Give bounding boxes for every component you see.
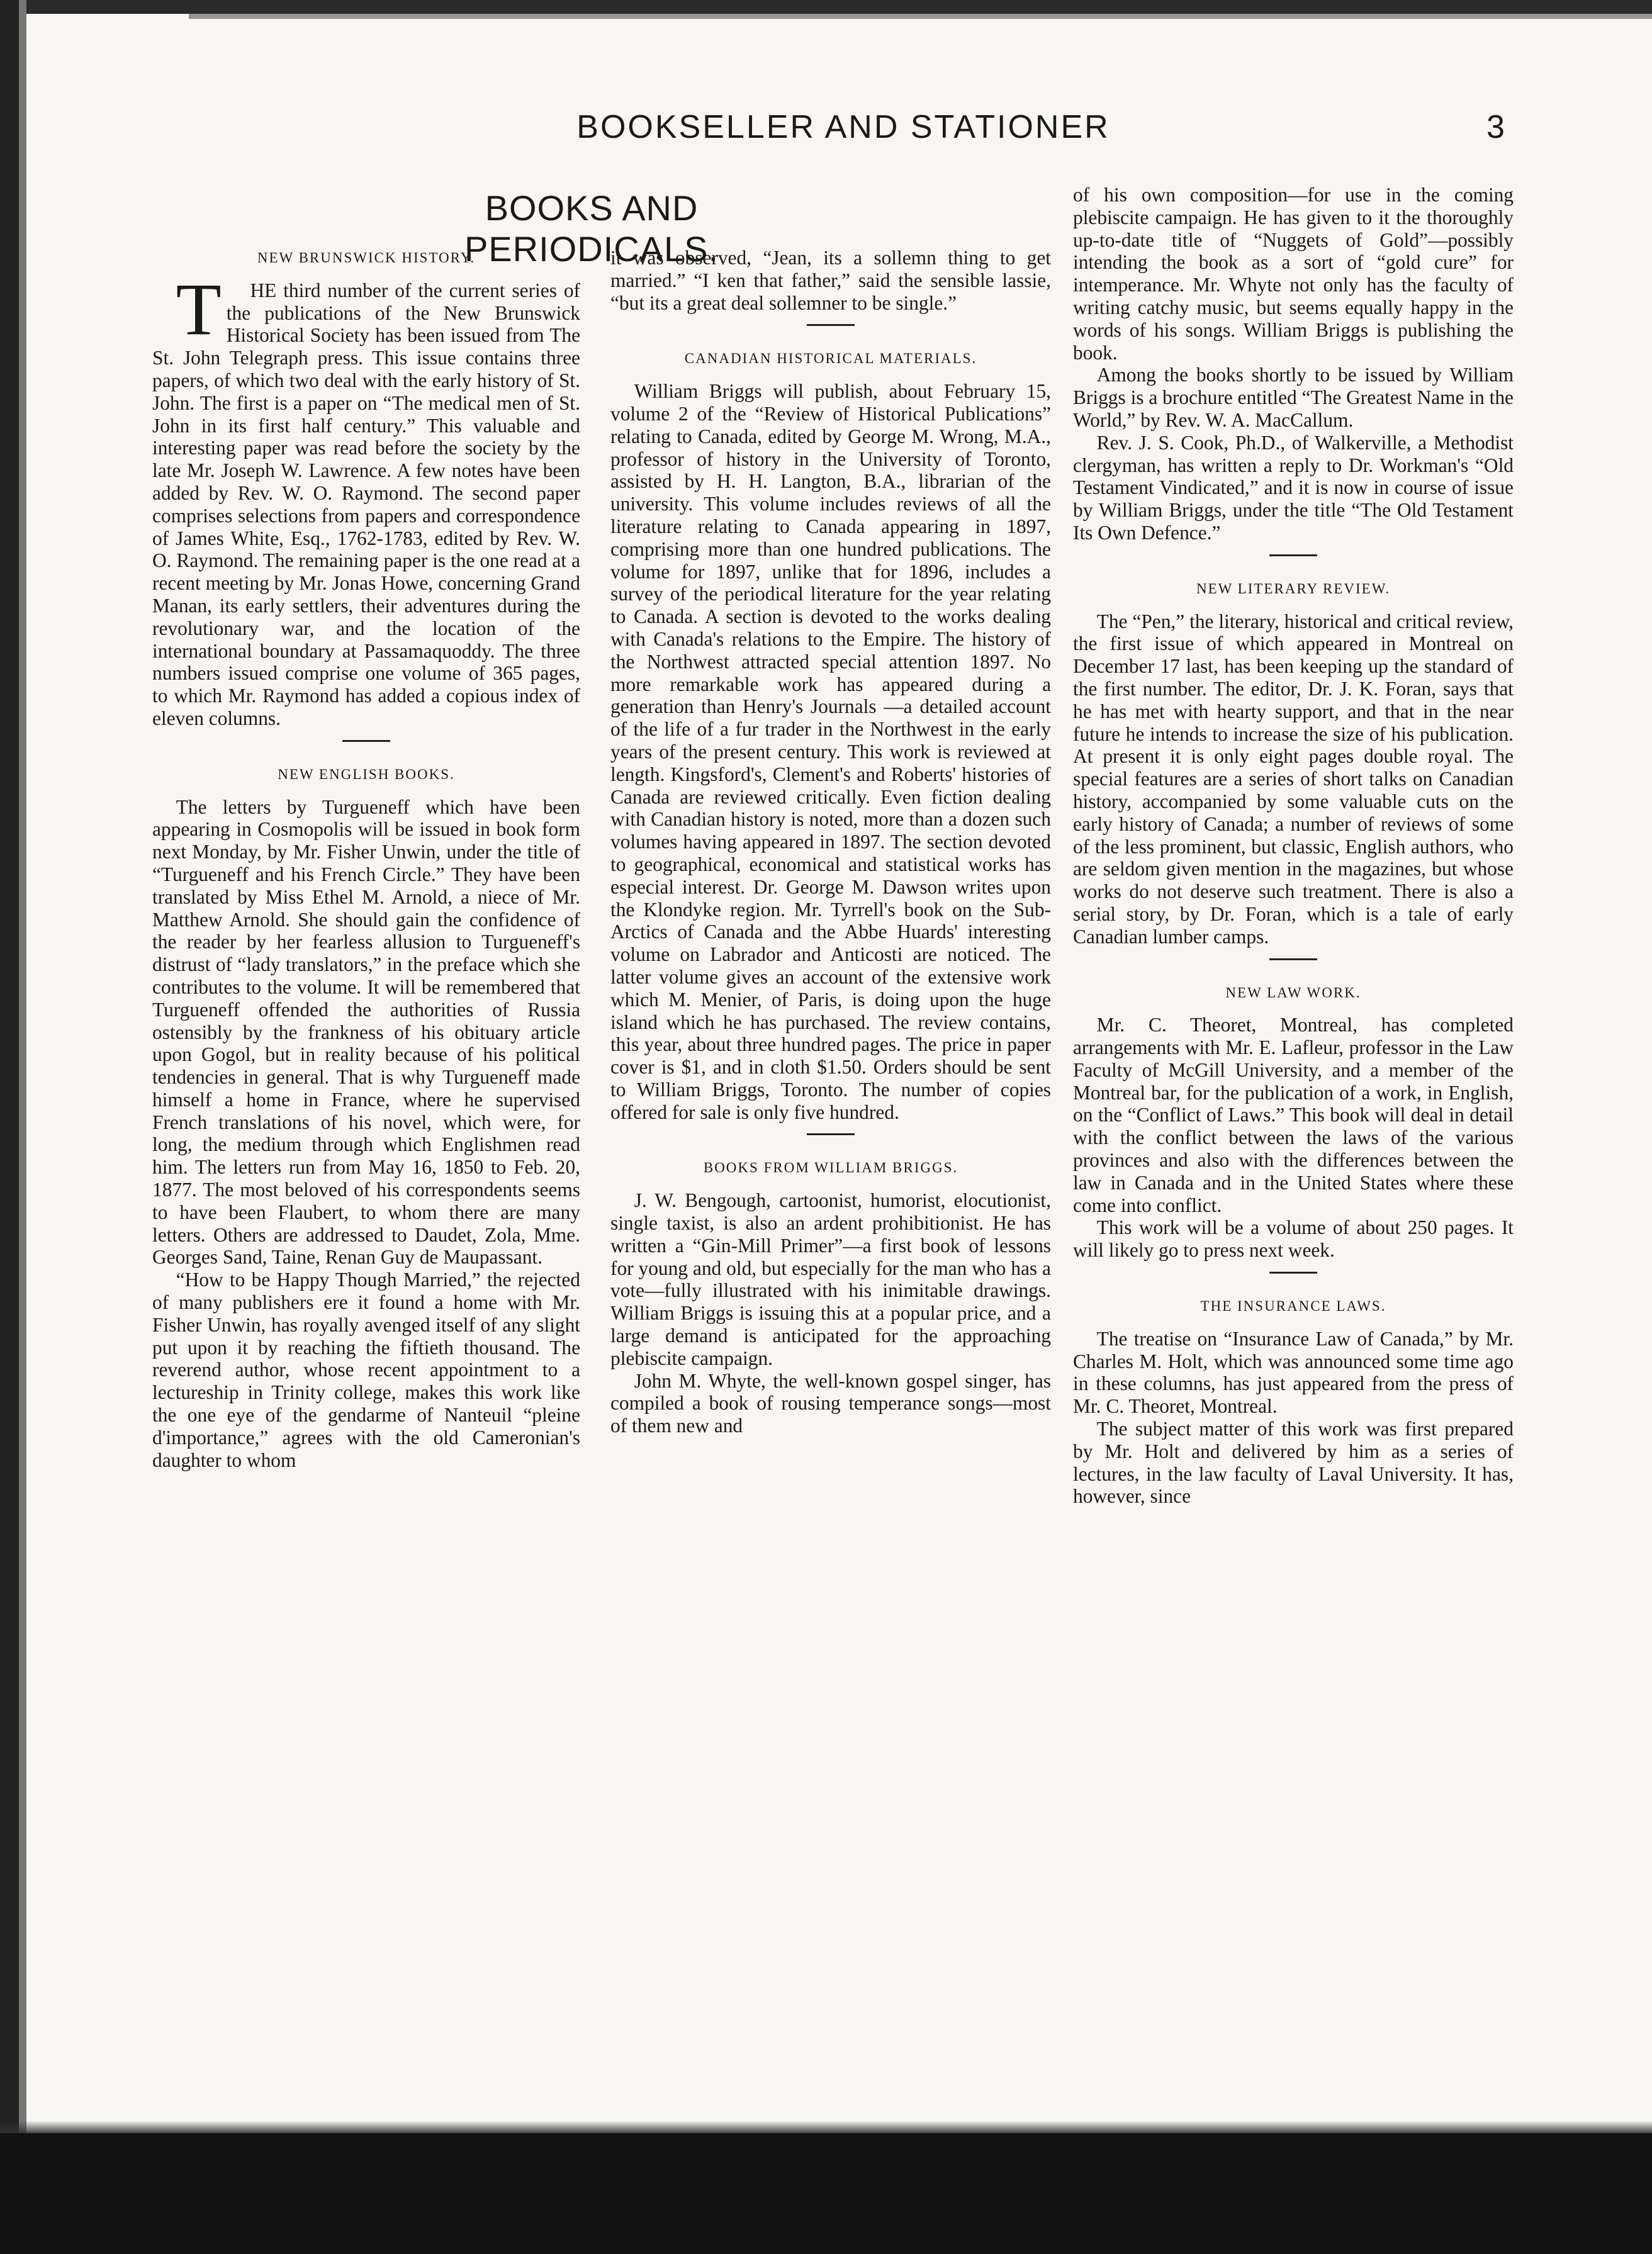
article-paragraph: William Briggs will publish, about February 15, volume 2 of the “Review of Historical Publications” relating to Canada, edited by George M. Wrong, M.A., professor of history in the University of Toronto, assisted by H. H. Langton, B.A., librarian of the university. This volume includes reviews of all the literature relating to Canada appearing in 1897, comprising more than one hundred publications. The volume for 1897, unlike that for 1896, includes a survey of the periodical literature for the year relating to Canada. A section is devoted to the works dealing with Canada's relations to the Empire. The history of the Northwest attracted special attention 1897. No more remarkable work has appeared during a generation than Henry's Journals —a detailed account of the life of a fur trader in the Northwest in the early years of the present century. This work is reviewed at length. Kingsford's, Clement's and Roberts' histories of Canada are reviewed critically. Even fiction dealing with Canadian history is noted, more than a dozen such volumes having appeared in 1897. The section devoted to geographical, economical and statistical works has especial interest. Dr. George M. Dawson writes upon the Klondyke region. Mr. Tyrrell's book on the Sub-Arctics of Canada and the Abbe Huards' interesting volume on Labrador and Anticosti are noticed. The latter volume gives an account of the extensive work which M. Menier, of Paris, is doing upon the huge island which he has purchased. The review contains, this year, about three hundred pages. The price in paper cover is $1, and in cloth $1.50. Orders should be sent to William Briggs, Toronto. The number of copies offered for sale is only five hundred.: [610, 380, 1051, 1123]
paragraph-text: HE third number of the current series of the publications of the New Brunswick Historical Society has been issued from The St. John Telegraph press. This issue contains three papers, of which two deal with the early history of St. John. The first is a paper on “The medical men of St. John in its first half century.” This valuable and interesting paper was read before the society by the late Mr. Joseph W. Lawrence. A few notes have been added by Rev. W. O. Raymond. The second paper comprises selections from papers and correspondence of James White, Esq., 1762-1783, edited by Rev. W. O. Raymond. The remaining paper is the one read at a recent meeting by Mr. Jonas Howe, concerning Grand Manan, its early settlers, their adventures during the revolutionary war, and the location of the international boundary at Passamaquoddy. The three numbers issued comprise one volume of 365 pages, to which Mr. Raymond has added a copious index of eleven columns.: [152, 279, 580, 729]
scan-border-top: [0, 0, 1652, 14]
article-paragraph: Among the books shortly to be issued by William Briggs is a brochure entitled “The Greatest Name in the World,” by Rev. W. A. MacCallum.: [1073, 364, 1514, 431]
section-rule: [1269, 1272, 1317, 1274]
section-rule: [1269, 554, 1317, 556]
article-paragraph: Mr. C. Theoret, Montreal, has completed arrangements with Mr. E. Lafleur, professor in the Law Faculty of McGill University, and a member of the Montreal bar, for the publication of a work, in English, on the “Conflict of Laws.” This book will deal in detail with the conflict between the laws of the various provinces and also with the differences between the law in Canada and in the United States where these come into conflict.: [1073, 1014, 1514, 1216]
scan-border-bottom: [0, 2133, 1652, 2254]
column-2: [610, 247, 1051, 1437]
article-paragraph: John M. Whyte, the well-known gospel singer, has compiled a book of rousing temperance songs—most of them new and: [610, 1369, 1051, 1437]
article-paragraph: The “Pen,” the literary, historical and critical review, the first issue of which appeared in Montreal on December 17 last, has been keeping up the standard of the first number. The editor, Dr. J. K. Foran, says that he has met with hearty support, and that in the near future he intends to increase the size of his publication. At present it is only eight pages double royal. The special features are a series of short talks on Canadian history, accompanied by some valuable cuts on the early history of Canada; a number of reviews of some of the less prominent, but classic, English authors, who are seldom given mention in the magazines, but whose works do not deserve such treatment. There is also a serial story, by Dr. Foran, which is a tale of early Canadian lumber camps.: [1073, 610, 1514, 948]
heading-books-from-william-briggs: BOOKS FROM WILLIAM BRIGGS.: [703, 1160, 958, 1176]
page-number: 3: [1486, 109, 1505, 145]
heading-canadian-historical-materials: CANADIAN HISTORICAL MATERIALS.: [684, 350, 977, 367]
heading-the-insurance-laws: THE INSURANCE LAWS.: [1200, 1298, 1386, 1315]
column-3: [1073, 184, 1514, 1508]
heading-new-law-work: NEW LAW WORK.: [1225, 984, 1361, 1001]
section-title: BOOKS AND PERIODICALS.: [464, 188, 719, 269]
article-paragraph: The treatise on “Insurance Law of Canada,” by Mr. Charles M. Holt, which was announced some time ago in these columns, has just appeared from the press of Mr. C. Theoret, Montreal.: [1073, 1327, 1514, 1418]
section-rule: [342, 740, 390, 742]
article-paragraph: it was observed, “Jean, its a sollemn thing to get married.” “I ken that father,” said the sensible lassie, “but its a great deal sollemner to be single.”: [610, 247, 1051, 314]
running-head: BOOKSELLER AND STATIONER: [576, 109, 1110, 145]
article-paragraph: J. W. Bengough, cartoonist, humorist, elocutionist, single taxist, is also an ardent prohibitionist. He has written a “Gin-Mill Primer”—a first book of lessons for young and old, but especially for the man who has a vote—fully illustrated with his inimitable drawings. William Briggs is issuing this at a popular price, and a large demand is anticipated for the approaching plebiscite campaign.: [610, 1189, 1051, 1369]
section-rule: [1269, 958, 1317, 960]
scan-border-top-inner: [189, 14, 1652, 19]
drop-cap: T: [176, 267, 222, 350]
article-paragraph: [152, 267, 580, 730]
heading-new-literary-review: NEW LITERARY REVIEW.: [1196, 580, 1391, 597]
section-rule: [807, 324, 855, 326]
article-paragraph: This work will be a volume of about 250 pages. It will likely go to press next week.: [1073, 1216, 1514, 1262]
article-paragraph: of his own composition—for use in the coming plebiscite campaign. He has given to it the thoroughly up-to-date title of “Nuggets of Gold”—possibly intending the book as a sort of “gold cure” for intemperance. Mr. Whyte not only has the faculty of writing catchy music, but seems equally happy in the words of his songs. William Briggs is publishing the book.: [1073, 184, 1514, 364]
article-paragraph: Rev. J. S. Cook, Ph.D., of Walkerville, a Methodist clergyman, has written a reply to Dr. Workman's “Old Testament Vindicated,” and it is now in course of issue by William Briggs, under the title “The Old Testament Its Own Defence.”: [1073, 431, 1514, 544]
heading-new-brunswick-history: NEW BRUNSWICK HISTORY.: [257, 250, 476, 266]
article-paragraph: The letters by Turgueneff which have been appearing in Cosmopolis will be issued in book form next Monday, by Mr. Fisher Unwin, under the title of “Turgueneff and his French Circle.” They have been translated by Miss Ethel M. Arnold, a niece of Mr. Matthew Arnold. She should gain the confidence of the reader by her fearless allusion to Turgueneff's distrust of “lady translators,” in the preface which she contributes to the volume. It will be remembered that Turgueneff offended the authorities of Russia ostensibly by the frankness of his obituary article upon Gogol, but in reality because of his political tendencies in general. That is why Turgueneff made himself a home in France, where he supervised French translations of his novel, which were, for long, the medium through which Englishmen read him. The letters run from May 16, 1850 to Feb. 20, 1877. The most beloved of his correspondents seems to have been Flaubert, to whom there are many letters. Others are addressed to Daudet, Zola, Mme. Georges Sand, Taine, Renan Guy de Maupassant.: [152, 795, 580, 1269]
heading-new-english-books: NEW ENGLISH BOOKS.: [278, 766, 455, 782]
article-paragraph: “How to be Happy Though Married,” the rejected of many publishers ere it found a home with Mr. Fisher Unwin, has royally avenged itself of any slight put upon it by reaching the fiftieth thousand. The reverend author, whose recent appointment to a lectureship in Trinity college, makes this work like the one eye of the gendarme of Nanteuil “pleine d'importance,” agrees with the old Cameronian's daughter to whom: [152, 1269, 580, 1471]
article-paragraph: The subject matter of this work was first prepared by Mr. Holt and delivered by him as a series of lectures, in the law faculty of Laval University. It has, however, since: [1073, 1418, 1514, 1508]
scan-border-bottom-fade: [0, 2121, 1652, 2134]
section-rule: [807, 1133, 855, 1135]
column-1: [152, 247, 580, 1471]
scan-border-left: [0, 0, 38, 2254]
